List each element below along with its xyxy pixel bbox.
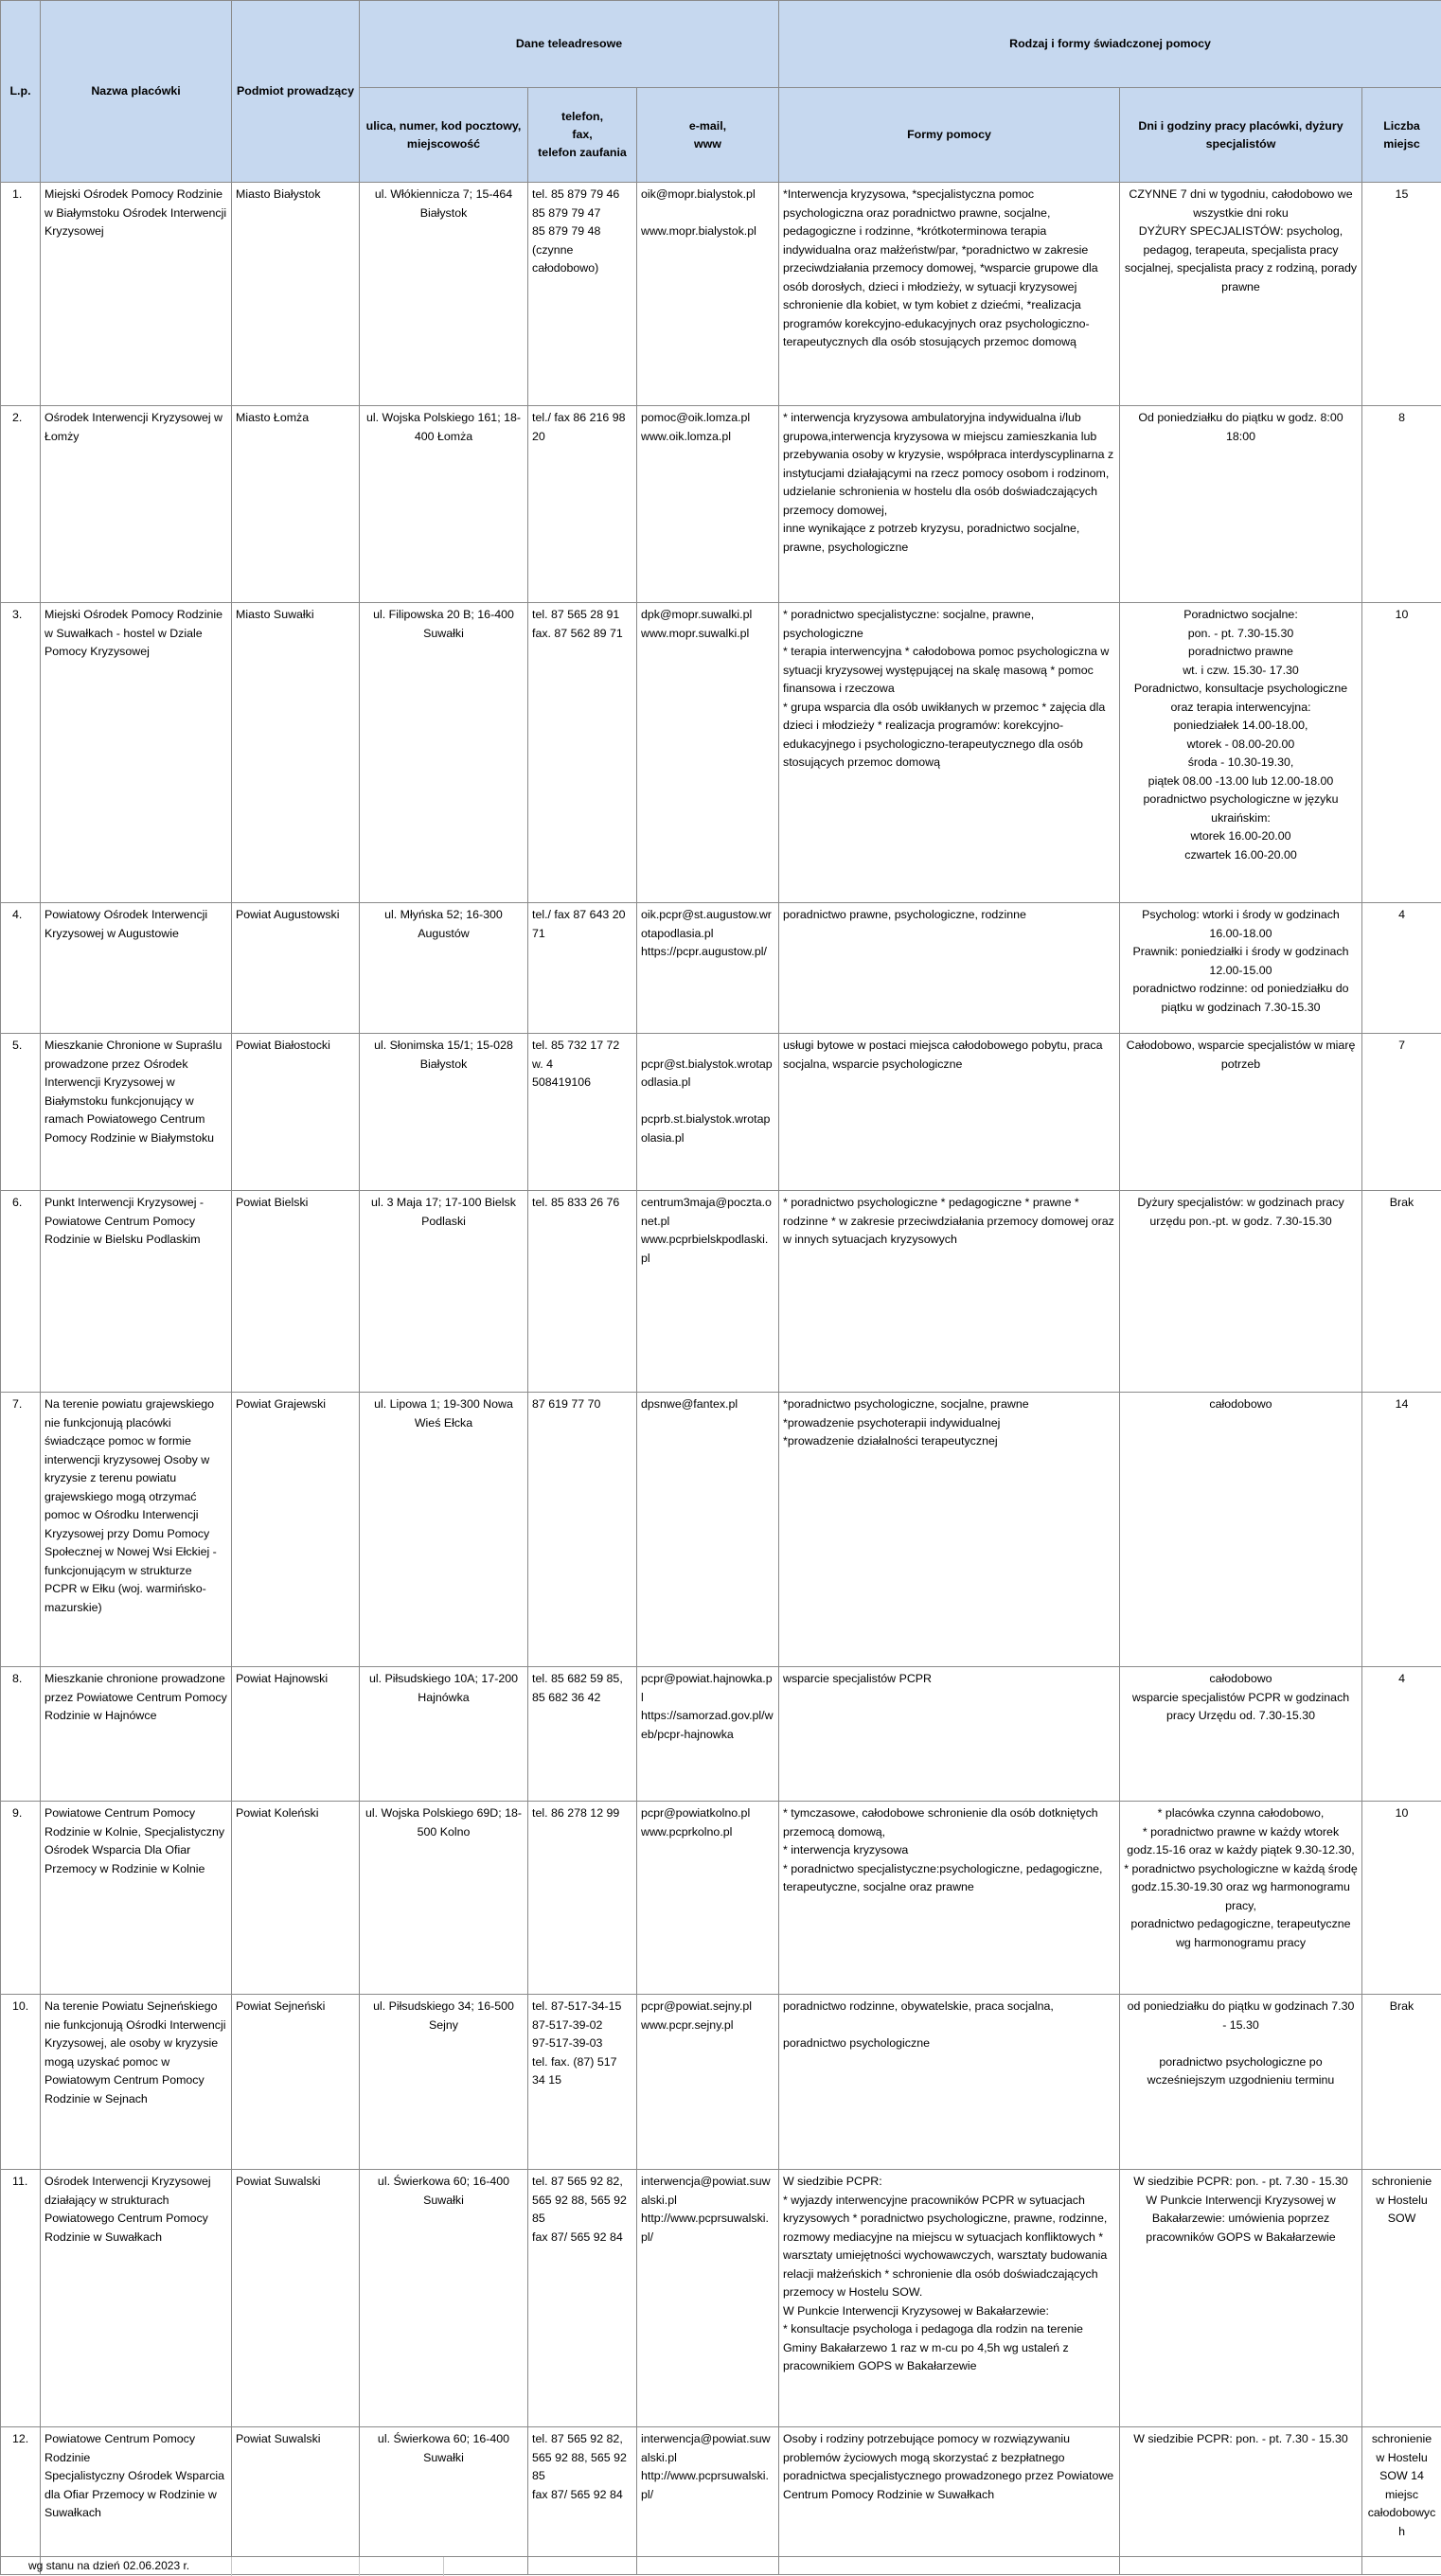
cell-places: schronienie w Hostelu SOW xyxy=(1362,2170,1441,2427)
cell-forms: * poradnictwo psychologiczne * pedagogiczne * prawne * rodzinne * w zakresie przeciwdziałania przemocy domowej oraz w innych sytuacjach kryzysowych xyxy=(779,1191,1120,1393)
header-contact-group: Dane teleadresowe xyxy=(360,1,779,88)
cell-phone: tel. 87-517-34-15 87-517-39-02 97-517-39-03 tel. fax. (87) 517 34 15 xyxy=(528,1995,637,2170)
cell-address: ul. Lipowa 1; 19-300 Nowa Wieś Ełcka xyxy=(360,1393,528,1667)
cell-hours: * placówka czynna całodobowo, * poradnictwo prawne w każdy wtorek godz.15-16 oraz w każdy piątek 9.30-12.30, * poradnictwo psychologiczne w każdą środę godz.15.30-19.30 oraz wg harmonogramu pracy, poradnictwo pedagogiczne, terapeutyczne wg harmonogramu pracy xyxy=(1120,1802,1362,1995)
cell-forms: *Interwencja kryzysowa, *specjalistyczna pomoc psychologiczna oraz poradnictwo prawne, socjalne, pedagogiczne i rodzinne, *krótkoterminowa terapia indywidualna oraz małżeństw/par, *poradnictwo w zakresie przeciwdziałania przemocy domowej, *wsparcie grupowe dla osób dorosłych, dzieci i młodzieży, w sytuacji kryzysowej schronienie dla kobiet, w tym kobiet z dziećmi, *realizacja programów korekcyjno-edukacyjnych oraz psychologiczno-terapeutycznych dla osób stosujących przemoc domową xyxy=(779,183,1120,406)
header-address: ulica, numer, kod pocztowy, miejscowość xyxy=(360,88,528,183)
cell-address: ul. Piłsudskiego 10A; 17-200 Hajnówka xyxy=(360,1667,528,1802)
cell-lp: 12. xyxy=(1,2427,41,2575)
cell-address: ul. Piłsudskiego 34; 16-500 Sejny xyxy=(360,1995,528,2170)
table-row xyxy=(1,603,1441,903)
cell-hours: od poniedziałku do piątku w godzinach 7.30 - 15.30 poradnictwo psychologiczne po wcześniejszym uzgodnieniu terminu xyxy=(1120,1995,1362,2170)
cell-name: Ośrodek Interwencji Kryzysowej działający w strukturach Powiatowego Centrum Pomocy Rodzinie w Suwałkach xyxy=(41,2170,232,2427)
cell-lp: 7. xyxy=(1,1393,41,1667)
cell-hours: Poradnictwo socjalne: pon. - pt. 7.30-15.30 poradnictwo prawne wt. i czw. 15.30- 17.30 Poradnictwo, konsultacje psychologiczne oraz terapia interwencyjna: poniedziałek 14.00-18.00, wtorek - 08.00-20.00 środa - 10.30-19.30, piątek 08.00 -13.00 lub 12.00-18.00 poradnictwo psychologiczne w języku ukraińskim: wtorek 16.00-20.00 czwartek 16.00-20.00 xyxy=(1120,603,1362,903)
cell-phone: tel./ fax 86 216 98 20 xyxy=(528,406,637,603)
cell-places: 4 xyxy=(1362,1667,1441,1802)
cell-places: Brak xyxy=(1362,1191,1441,1393)
cell-places: 10 xyxy=(1362,1802,1441,1995)
cell-phone: tel. 87 565 28 91 fax. 87 562 89 71 xyxy=(528,603,637,903)
cell-email: pcpr@powiat.sejny.pl www.pcpr.sejny.pl xyxy=(637,1995,779,2170)
cell-forms: * interwencja kryzysowa ambulatoryjna indywidualna i/lub grupowa,interwencja kryzysowa w miejscu zamieszkania lub przebywania osoby w kryzysie, współpraca interdyscyplinarna z instytucjami działającymi na rzecz pomocy osobom i rodzinom, udzielanie schronienia w hostelu dla osób doświadczających przemocy domowej, inne wynikające z potrzeb kryzysu, poradnictwo socjalne, prawne, psychologiczne xyxy=(779,406,1120,603)
cell-email: pcpr@st.bialystok.wrotapodlasia.pl pcprb.st.bialystok.wrotapolasia.pl xyxy=(637,1034,779,1191)
header-hours: Dni i godziny pracy placówki, dyżury specjalistów xyxy=(1120,88,1362,183)
cell-lp: 9. xyxy=(1,1802,41,1995)
cell-places: schronienie w Hostelu SOW 14 miejsc całodobowych xyxy=(1362,2427,1441,2575)
cell-hours: Całodobowo, wsparcie specjalistów w miarę potrzeb xyxy=(1120,1034,1362,1191)
header-email: e-mail, www xyxy=(637,88,779,183)
cell-lp: 1. xyxy=(1,183,41,406)
cell-email: oik.pcpr@st.augustow.wrotapodlasia.pl https://pcpr.augustow.pl/ xyxy=(637,903,779,1034)
cell-phone: 87 619 77 70 xyxy=(528,1393,637,1667)
cell-hours: Od poniedziałku do piątku w godz. 8:00 18:00 xyxy=(1120,406,1362,603)
cell-name: Mieszkanie chronione prowadzone przez Powiatowe Centrum Pomocy Rodzinie w Hajnówce xyxy=(41,1667,232,1802)
gridline xyxy=(443,2557,444,2576)
cell-name: Powiatowe Centrum Pomocy Rodzinie Specjalistyczny Ośrodek Wsparcia dla Ofiar Przemocy w Rodzinie w Suwałkach xyxy=(41,2427,232,2575)
cell-hours: Psycholog: wtorki i środy w godzinach 16.00-18.00 Prawnik: poniedziałki i środy w godzinach 12.00-15.00 poradnictwo rodzinne: od poniedziałku do piątku w godzinach 7.30-15.30 xyxy=(1120,903,1362,1034)
cell-phone: tel. 87 565 92 82, 565 92 88, 565 92 85 fax 87/ 565 92 84 xyxy=(528,2170,637,2427)
cell-address: ul. Wojska Polskiego 69D; 18-500 Kolno xyxy=(360,1802,528,1995)
cell-forms: wsparcie specjalistów PCPR xyxy=(779,1667,1120,1802)
cell-lp: 4. xyxy=(1,903,41,1034)
footer-date-note: wg stanu na dzień 02.06.2023 r. xyxy=(28,2559,189,2572)
header-places: Liczba miejsc xyxy=(1362,88,1441,183)
cell-places: 4 xyxy=(1362,903,1441,1034)
cell-name: Na terenie powiatu grajewskiego nie funkcjonują placówki świadczące pomoc w formie interwencji kryzysowej Osoby w kryzysie z terenu powiatu grajewskiego mogą otrzymać pomoc w Ośrodku Interwencji Kryzysowej przy Domu Pomocy Społecznej w Nowej Wsi Ełckiej - funkcjonującym w strukturze PCPR w Ełku (woj. warmińsko-mazurskie) xyxy=(41,1393,232,1667)
gridline xyxy=(359,2557,360,2576)
table-row xyxy=(1,2170,1441,2427)
table-row xyxy=(1,2427,1441,2575)
cell-lp: 8. xyxy=(1,1667,41,1802)
cell-lp: 5. xyxy=(1,1034,41,1191)
header-name: Nazwa placówki xyxy=(41,1,232,183)
cell-email: interwencja@powiat.suwalski.pl http://www.pcprsuwalski.pl/ xyxy=(637,2170,779,2427)
cell-address: ul. 3 Maja 17; 17-100 Bielsk Podlaski xyxy=(360,1191,528,1393)
cell-name: Miejski Ośrodek Pomocy Rodzinie w Białymstoku Ośrodek Interwencji Kryzysowej xyxy=(41,183,232,406)
header-services-group: Rodzaj i formy świadczonej pomocy xyxy=(779,1,1441,88)
cell-phone: tel. 85 879 79 46 85 879 79 47 85 879 79 48 (czynne całodobowo) xyxy=(528,183,637,406)
cell-operator: Powiat Augustowski xyxy=(232,903,360,1034)
table-row xyxy=(1,1802,1441,1995)
cell-lp: 2. xyxy=(1,406,41,603)
cell-places: Brak xyxy=(1362,1995,1441,2170)
cell-places: 7 xyxy=(1362,1034,1441,1191)
cell-operator: Powiat Suwalski xyxy=(232,2170,360,2427)
cell-places: 10 xyxy=(1362,603,1441,903)
cell-forms: Osoby i rodziny potrzebujące pomocy w rozwiązywaniu problemów życiowych mogą skorzystać z bezpłatnego poradnictwa specjalistycznego prowadzonego przez Powiatowe Centrum Pomocy Rodzinie w Suwałkach xyxy=(779,2427,1120,2575)
cell-forms: *poradnictwo psychologiczne, socjalne, prawne *prowadzenie psychoterapii indywidualnej *prowadzenie działalności terapeutycznej xyxy=(779,1393,1120,1667)
table-row xyxy=(1,1034,1441,1191)
cell-phone: tel. 87 565 92 82, 565 92 88, 565 92 85 fax 87/ 565 92 84 xyxy=(528,2427,637,2575)
cell-address: ul. Świerkowa 60; 16-400 Suwałki xyxy=(360,2427,528,2575)
cell-name: Powiatowy Ośrodek Interwencji Kryzysowej w Augustowie xyxy=(41,903,232,1034)
cell-phone: tel. 85 732 17 72 w. 4 508419106 xyxy=(528,1034,637,1191)
cell-email: dpk@mopr.suwalki.pl www.mopr.suwalki.pl xyxy=(637,603,779,903)
cell-forms: usługi bytowe w postaci miejsca całodobowego pobytu, praca socjalna, wsparcie psychologiczne xyxy=(779,1034,1120,1191)
header-lp: L.p. xyxy=(1,1,41,183)
cell-name: Mieszkanie Chronione w Supraślu prowadzone przez Ośrodek Interwencji Kryzysowej w Białymstoku funkcjonujący w ramach Powiatowego Centrum Pomocy Rodzinie w Białymstoku xyxy=(41,1034,232,1191)
status-footer xyxy=(0,2556,1441,2576)
table-row xyxy=(1,1995,1441,2170)
cell-phone: tel./ fax 87 643 20 71 xyxy=(528,903,637,1034)
cell-operator: Miasto Suwałki xyxy=(232,603,360,903)
cell-operator: Powiat Sejneński xyxy=(232,1995,360,2170)
cell-phone: tel. 86 278 12 99 xyxy=(528,1802,637,1995)
table-row xyxy=(1,183,1441,406)
cell-email: pomoc@oik.lomza.pl www.oik.lomza.pl xyxy=(637,406,779,603)
cell-forms: W siedzibie PCPR: * wyjazdy interwencyjne pracowników PCPR w sytuacjach kryzysowych * poradnictwo psychologiczne, prawne, rodzinne, rozmowy mediacyjne na miejscu w sytuacjach konfliktowych * warsztaty umiejętności wychowawczych, warsztaty budowania relacji małżeńskich * schronienie dla osób doświadczających przemocy w Hostelu SOW. W Punkcie Interwencji Kryzysowej w Bakałarzewie: * konsultacje psychologa i pedagoga dla rodzin na terenie Gminy Bakałarzewo 1 raz w m-cu po 4,5h wg ustaleń z pracownikiem GOPS w Bakałarzewie xyxy=(779,2170,1120,2427)
table-row xyxy=(1,1667,1441,1802)
table-row xyxy=(1,406,1441,603)
table-row xyxy=(1,1191,1441,1393)
cell-email: centrum3maja@poczta.onet.pl www.pcprbielskpodlaski.pl xyxy=(637,1191,779,1393)
cell-operator: Powiat Białostocki xyxy=(232,1034,360,1191)
cell-name: Miejski Ośrodek Pomocy Rodzinie w Suwałkach - hostel w Dziale Pomocy Kryzysowej xyxy=(41,603,232,903)
cell-phone: tel. 85 833 26 76 xyxy=(528,1191,637,1393)
cell-email: pcpr@powiat.hajnowka.pl https://samorzad.gov.pl/web/pcpr-hajnowka xyxy=(637,1667,779,1802)
cell-address: ul. Świerkowa 60; 16-400 Suwałki xyxy=(360,2170,528,2427)
cell-phone: tel. 85 682 59 85, 85 682 36 42 xyxy=(528,1667,637,1802)
gridline xyxy=(231,2557,232,2576)
cell-forms: poradnictwo rodzinne, obywatelskie, praca socjalna, poradnictwo psychologiczne xyxy=(779,1995,1120,2170)
cell-hours: Dyżury specjalistów: w godzinach pracy urzędu pon.-pt. w godz. 7.30-15.30 xyxy=(1120,1191,1362,1393)
cell-hours: całodobowo wsparcie specjalistów PCPR w godzinach pracy Urzędu od. 7.30-15.30 xyxy=(1120,1667,1362,1802)
cell-operator: Powiat Suwalski xyxy=(232,2427,360,2575)
cell-address: ul. Słonimska 15/1; 15-028 Białystok xyxy=(360,1034,528,1191)
cell-operator: Powiat Koleński xyxy=(232,1802,360,1995)
cell-lp: 10. xyxy=(1,1995,41,2170)
cell-address: ul. Młyńska 52; 16-300 Augustów xyxy=(360,903,528,1034)
cell-hours: CZYNNE 7 dni w tygodniu, całodobowo we wszystkie dni roku DYŻURY SPECJALISTÓW: psycholog, pedagog, terapeuta, specjalista pracy socjalnej, specjalista pracy z rodziną, porady prawne xyxy=(1120,183,1362,406)
cell-address: ul. Włókiennicza 7; 15-464 Białystok xyxy=(360,183,528,406)
cell-places: 14 xyxy=(1362,1393,1441,1667)
header-forms: Formy pomocy xyxy=(779,88,1120,183)
cell-operator: Powiat Hajnowski xyxy=(232,1667,360,1802)
cell-hours: całodobowo xyxy=(1120,1393,1362,1667)
cell-name: Punkt Interwencji Kryzysowej - Powiatowe Centrum Pomocy Rodzinie w Bielsku Podlaskim xyxy=(41,1191,232,1393)
cell-email: interwencja@powiat.suwalski.pl http://www.pcprsuwalski.pl/ xyxy=(637,2427,779,2575)
cell-hours: W siedzibie PCPR: pon. - pt. 7.30 - 15.30 xyxy=(1120,2427,1362,2575)
cell-operator: Miasto Łomża xyxy=(232,406,360,603)
table-row xyxy=(1,903,1441,1034)
cell-lp: 3. xyxy=(1,603,41,903)
cell-forms: * tymczasowe, całodobowe schronienie dla osób dotkniętych przemocą domową, * interwencja kryzysowa * poradnictwo specjalistyczne:psychologiczne, pedagogiczne, terapeutyczne, socjalne oraz prawne xyxy=(779,1802,1120,1995)
cell-email: pcpr@powiatkolno.pl www.pcprkolno.pl xyxy=(637,1802,779,1995)
cell-hours: W siedzibie PCPR: pon. - pt. 7.30 - 15.30 W Punkcie Interwencji Kryzysowej w Bakałarzewie: umówienia poprzez pracowników GOPS w Bakałarzewie xyxy=(1120,2170,1362,2427)
cell-name: Powiatowe Centrum Pomocy Rodzinie w Kolnie, Specjalistyczny Ośrodek Wsparcia Dla Ofiar Przemocy w Rodzinie w Kolnie xyxy=(41,1802,232,1995)
cell-email: dpsnwe@fantex.pl xyxy=(637,1393,779,1667)
cell-name: Ośrodek Interwencji Kryzysowej w Łomży xyxy=(41,406,232,603)
cell-address: ul. Wojska Polskiego 161; 18-400 Łomża xyxy=(360,406,528,603)
cell-operator: Miasto Białystok xyxy=(232,183,360,406)
cell-lp: 6. xyxy=(1,1191,41,1393)
cell-name: Na terenie Powiatu Sejneńskiego nie funkcjonują Ośrodki Interwencji Kryzysowej, ale osoby w kryzysie mogą uzyskać pomoc w Powiatowym Centrum Pomocy Rodzinie w Sejnach xyxy=(41,1995,232,2170)
cell-forms: poradnictwo prawne, psychologiczne, rodzinne xyxy=(779,903,1120,1034)
cell-address: ul. Filipowska 20 B; 16-400 Suwałki xyxy=(360,603,528,903)
cell-operator: Powiat Bielski xyxy=(232,1191,360,1393)
header-phone: telefon, fax, telefon zaufania xyxy=(528,88,637,183)
cell-places: 8 xyxy=(1362,406,1441,603)
cell-operator: Powiat Grajewski xyxy=(232,1393,360,1667)
cell-forms: * poradnictwo specjalistyczne: socjalne, prawne, psychologiczne * terapia interwencyjna * całodobowa pomoc psychologiczna w sytuacji kryzysowej występującej na skalę masową * pomoc finansowa i rzeczowa * grupa wsparcia dla osób uwikłanych w przemoc * zajęcia dla dzieci i młodzieży * realizacja programów: korekcyjno-edukacyjnego i psychologiczno-terapeutycznego dla osób stosujących przemoc domową xyxy=(779,603,1120,903)
cell-lp: 11. xyxy=(1,2170,41,2427)
cell-places: 15 xyxy=(1362,183,1441,406)
table-row xyxy=(1,1393,1441,1667)
cell-email: oik@mopr.bialystok.pl www.mopr.bialystok.pl xyxy=(637,183,779,406)
header-operator: Podmiot prowadzący xyxy=(232,1,360,183)
